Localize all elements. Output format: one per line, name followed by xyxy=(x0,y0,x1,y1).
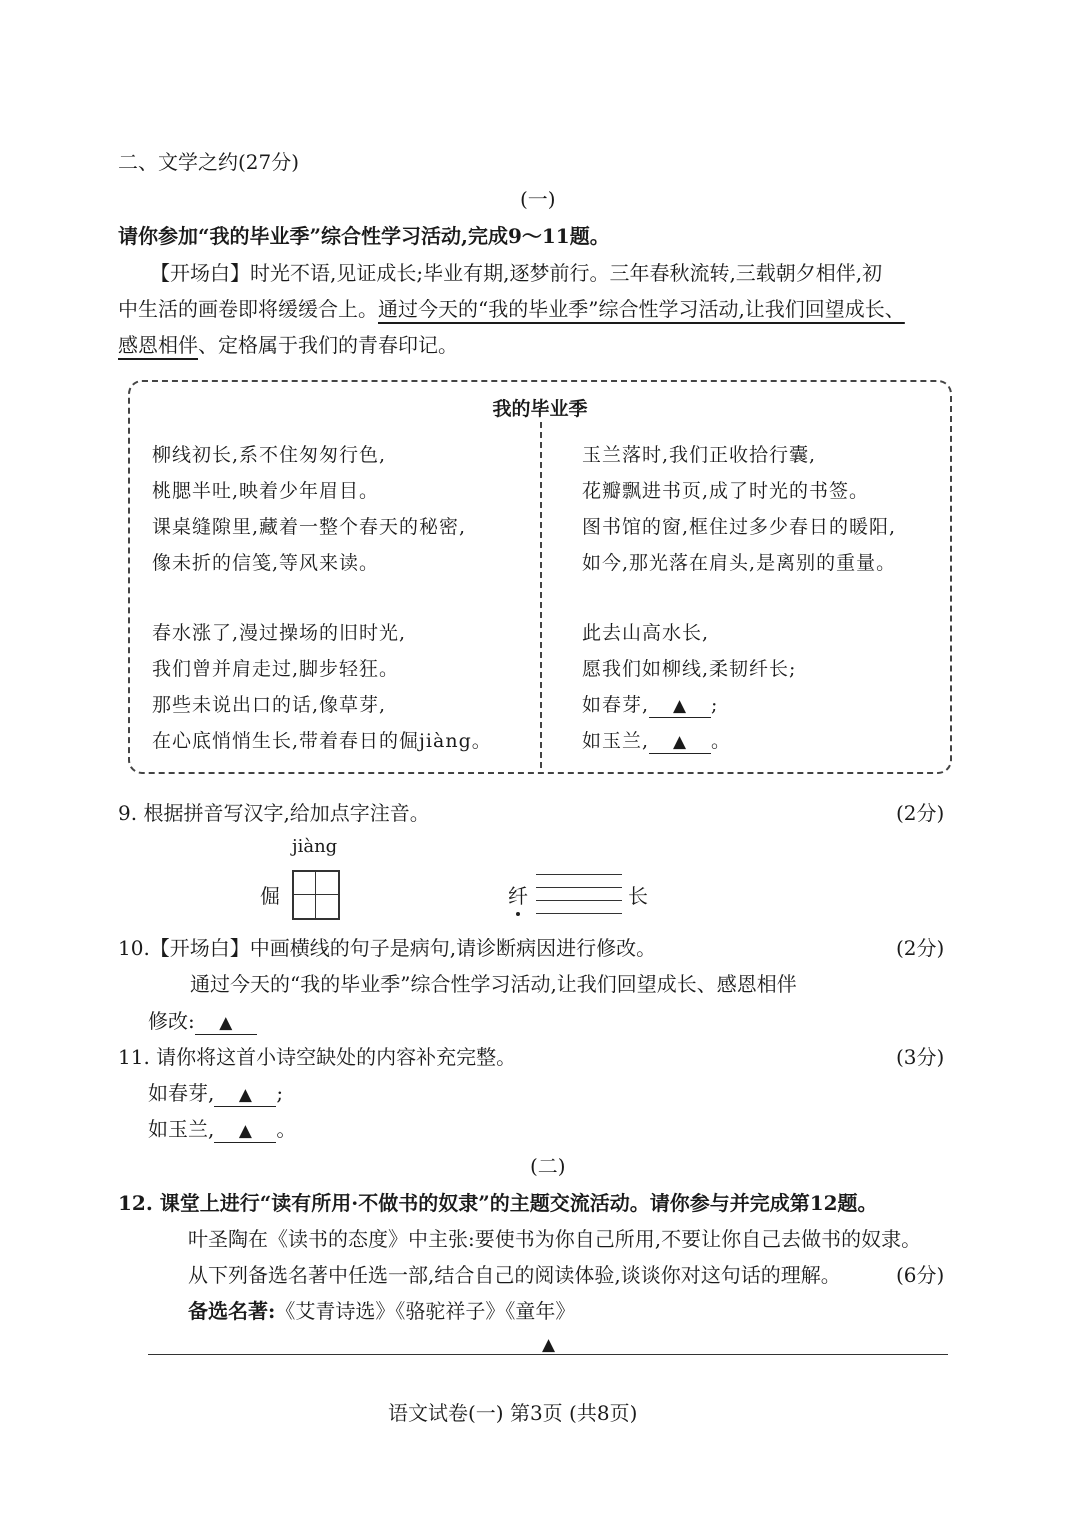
q10-sentence: 通过今天的“我的毕业季”综合性学习活动,让我们回望成长、感恩相伴 xyxy=(190,972,797,996)
poem-left-line: 像未折的信笺,等风来读。 xyxy=(152,552,380,574)
poem-left-line: 课桌缝隙里,藏着一整个春天的秘密, xyxy=(152,516,467,538)
poem-left-line: 那些未说出口的话,像草芽, xyxy=(152,694,387,716)
blank-triangle-icon: ▲ xyxy=(673,696,688,716)
poem-divider xyxy=(540,422,542,768)
poem-right-line: 花瓣飘进书页,成了时光的书签。 xyxy=(582,480,870,502)
opening-line-2 xyxy=(118,293,905,322)
poem-fill-suffix: ; xyxy=(711,694,719,716)
blank-triangle-icon: ▲ xyxy=(673,732,688,752)
poem-fill-line-1 xyxy=(582,690,718,718)
q9-answer-box[interactable] xyxy=(292,870,340,920)
q12-line-1 xyxy=(188,1223,921,1252)
q12-text: 12. 课堂上进行“读有所用·不做书的奴隶”的主题交流活动。请你参与并完成第12题。 xyxy=(118,1191,878,1215)
q9-pinyin: jiàng xyxy=(292,836,338,857)
poem-right-line: 玉兰落时,我们正收拾行囊, xyxy=(582,444,817,466)
poem-left-line: 春水涨了,漫过操场的旧时光, xyxy=(152,622,407,644)
q11-prefix: 如玉兰, xyxy=(148,1117,215,1141)
poem-left-line: 柳线初长,系不住匆匆行色, xyxy=(152,444,387,466)
poem-right-line: 如今,那光落在肩头,是离别的重量。 xyxy=(582,552,897,574)
blank-triangle-icon: ▲ xyxy=(238,1085,252,1105)
q11-text: 11. 请你将这首小诗空缺处的内容补充完整。 xyxy=(118,1045,517,1069)
dotted-char: 纤 xyxy=(508,884,528,908)
q12-line-1-plain: 叶圣陶在《读书的态度》中主张: xyxy=(188,1227,475,1251)
poem-fill-suffix: 。 xyxy=(711,730,732,752)
q12-line-2: 从下列备选名著中任选一部,结合自己的阅读体验,谈谈你对这句话的理解。 xyxy=(188,1263,841,1287)
q9-char-jue: 倔 xyxy=(260,884,280,908)
q12-score: (6分) xyxy=(896,1263,945,1287)
section-title: 二、文学之约(27分) xyxy=(118,150,300,174)
q10-score: (2分) xyxy=(896,936,945,960)
opening-line-3 xyxy=(118,329,458,358)
poem-blank[interactable] xyxy=(649,694,711,718)
q11-line-2 xyxy=(148,1113,296,1143)
poem-blank[interactable] xyxy=(649,730,711,754)
q10-revise-label: 修改: xyxy=(148,1009,195,1033)
sick-sentence-part2: 感恩相伴 xyxy=(118,333,198,357)
q10-answer-blank[interactable] xyxy=(195,1010,257,1035)
poem-right-line: 此去山高水长, xyxy=(582,622,710,644)
q12-books xyxy=(188,1295,575,1324)
opening-line-3-plain: 、定格属于我们的青春印记。 xyxy=(198,333,458,357)
q12-answer-triangle-icon: ▲ xyxy=(542,1335,556,1355)
q11-prefix: 如春芽, xyxy=(148,1081,215,1105)
q11-suffix: 。 xyxy=(276,1117,297,1141)
q11-score: (3分) xyxy=(896,1045,945,1069)
poem-right-line: 愿我们如柳线,柔韧纤长; xyxy=(582,658,797,680)
poem-title: 我的毕业季 xyxy=(492,398,588,420)
q9-text: 9. 根据拼音写汉字,给加点字注音。 xyxy=(118,801,430,825)
blank-triangle-icon: ▲ xyxy=(238,1121,252,1141)
poem-box xyxy=(128,380,952,774)
q12-quote: 要使书为你自己所用,不要让你自己去做书的奴隶。 xyxy=(474,1227,922,1251)
page-footer: 语文试卷(一) 第3页 (共8页) xyxy=(388,1401,638,1425)
poem-fill-prefix: 如春芽, xyxy=(582,694,650,716)
q12-books-list: 《艾青诗选》《骆驼祥子》《童年》 xyxy=(275,1299,576,1323)
part1-intro: 请你参加“我的毕业季”综合性学习活动,完成9～11题。 xyxy=(118,224,610,248)
opening-line-1: 【开场白】时光不语,见证成长;毕业有期,逐梦前行。三年春秋流转,三载朝夕相伴,初 xyxy=(150,261,883,285)
part2-label: (二) xyxy=(530,1154,566,1178)
q10-revise xyxy=(148,1005,257,1035)
poem-right-line: 图书馆的窗,框住过多少春日的暖阳, xyxy=(582,516,897,538)
q9-score: (2分) xyxy=(896,801,945,825)
q12-books-label: 备选名著: xyxy=(188,1299,276,1323)
poem-fill-line-2 xyxy=(582,726,731,754)
q9-char-chang: 长 xyxy=(628,884,648,908)
q11-line-1 xyxy=(148,1077,283,1107)
poem-left-line: 我们曾并肩走过,脚步轻狂。 xyxy=(152,658,400,680)
part1-label: (一) xyxy=(520,187,556,211)
q9-pinyin-lines[interactable] xyxy=(536,874,622,914)
poem-fill-prefix: 如玉兰, xyxy=(582,730,650,752)
blank-triangle-icon: ▲ xyxy=(219,1013,233,1033)
q11-blank-1[interactable] xyxy=(214,1082,276,1107)
poem-left-line: 桃腮半吐,映着少年眉目。 xyxy=(152,480,380,502)
q12-answer-line[interactable] xyxy=(148,1354,948,1355)
q9-char-xian xyxy=(508,880,528,909)
sick-sentence-part1: 通过今天的“我的毕业季”综合性学习活动,让我们回望成长、 xyxy=(378,297,905,321)
poem-left-line: 在心底悄悄生长,带着春日的倔jiàng。 xyxy=(152,730,492,752)
opening-line-2-plain: 中生活的画卷即将缓缓合上。 xyxy=(118,297,378,321)
q11-suffix: ; xyxy=(276,1081,284,1105)
q11-blank-2[interactable] xyxy=(214,1118,276,1143)
q10-text: 10.【开场白】中画横线的句子是病句,请诊断病因进行修改。 xyxy=(118,936,657,960)
